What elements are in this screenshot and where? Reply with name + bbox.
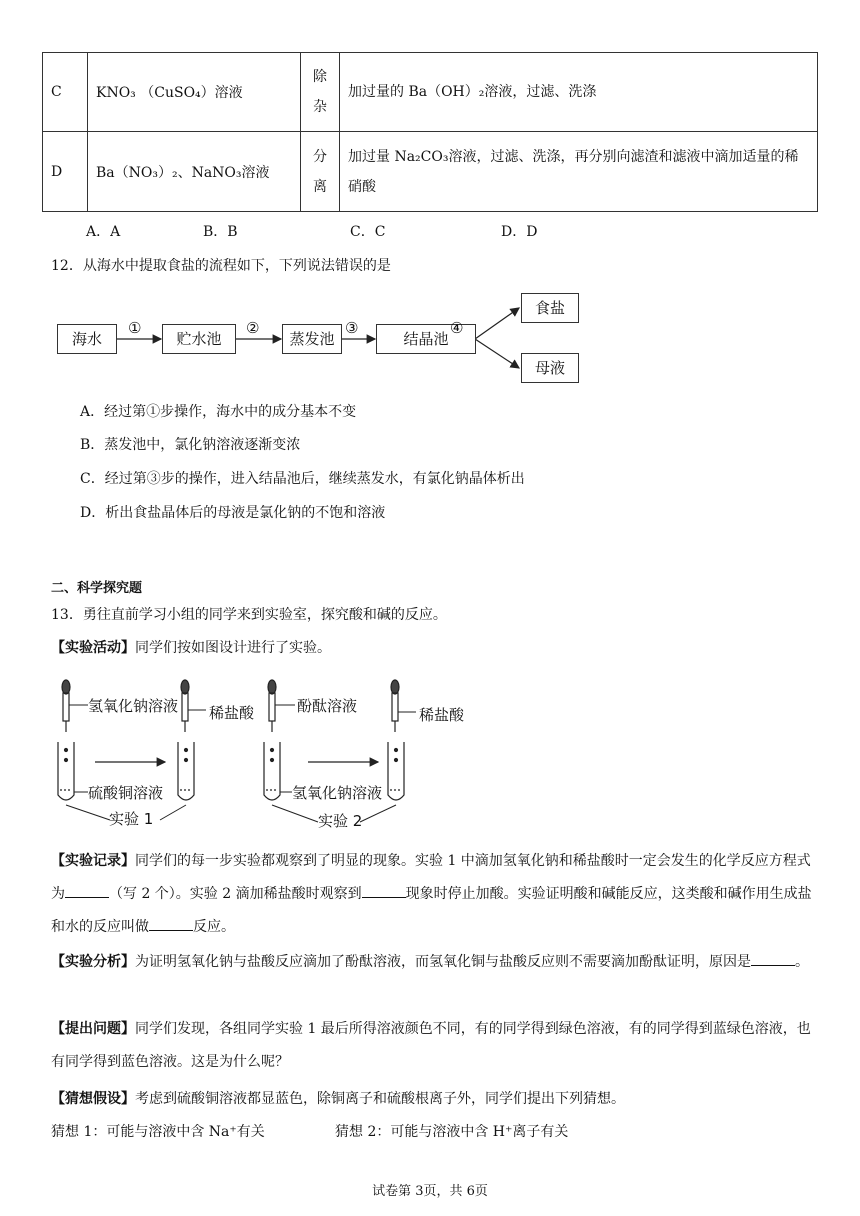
q12-option-c[interactable]: C．经过第③步的操作，进入结晶池后，继续蒸发水，有氯化钠晶体析出 bbox=[80, 471, 525, 487]
flow-box-crystallization: 结晶池 bbox=[376, 324, 476, 354]
answer-blank-4[interactable] bbox=[751, 951, 795, 966]
section-heading: 二、科学探究题 bbox=[51, 581, 143, 596]
dropper-icon bbox=[391, 680, 399, 732]
choice-d[interactable]: D．D bbox=[501, 224, 538, 240]
choice-a[interactable]: A．A bbox=[86, 224, 121, 240]
q13-activity: 【实验活动】同学们按如图设计进行了实验。 bbox=[51, 640, 331, 656]
arrow-4b bbox=[475, 339, 519, 368]
label-naoh-solution-2: 氢氧化钠溶液 bbox=[292, 784, 383, 802]
row-purpose: 分 离 bbox=[301, 132, 340, 212]
table-row bbox=[43, 53, 818, 132]
label-dilute-hcl: 稀盐酸 bbox=[209, 704, 255, 722]
test-tube-icon bbox=[178, 742, 194, 800]
dropper-icon bbox=[62, 680, 70, 732]
q12-option-d[interactable]: D．析出食盐晶体后的母液是氯化钠的不饱和溶液 bbox=[80, 505, 386, 521]
q12-option-a[interactable]: A．经过第①步操作，海水中的成分基本不变 bbox=[80, 404, 357, 420]
flow-box-evaporation: 蒸发池 bbox=[282, 324, 342, 354]
choice-b[interactable]: B．B bbox=[203, 224, 238, 240]
choice-c[interactable]: C．C bbox=[350, 224, 386, 240]
flow-box-mother-liquor: 母液 bbox=[521, 353, 579, 383]
table-row bbox=[43, 132, 818, 212]
test-tube-icon bbox=[58, 742, 74, 800]
step-3-label: ③ bbox=[345, 319, 359, 337]
step-2-label: ② bbox=[246, 319, 260, 337]
answer-blank-3[interactable] bbox=[149, 916, 193, 931]
label-exp1: 实验 1 bbox=[109, 810, 154, 828]
label-exp2: 实验 2 bbox=[318, 812, 363, 830]
flow-box-salt: 食盐 bbox=[521, 293, 579, 323]
label-cuso4-solution: 硫酸铜溶液 bbox=[88, 784, 164, 802]
dropper-icon bbox=[181, 680, 189, 732]
flow-box-seawater: 海水 bbox=[57, 324, 117, 354]
row-substance: KNO₃ （CuSO₄）溶液 bbox=[88, 53, 301, 132]
row-label: D bbox=[43, 132, 88, 212]
q13-question: 【提出问题】同学们发现，各组同学实验 1 最后所得溶液颜色不同，有的同学得到绿色溶液，有的同学得到蓝绿色溶液，也有同学得到蓝色溶液。这是为什么呢？ bbox=[51, 1021, 811, 1070]
flow-box-reservoir: 贮水池 bbox=[162, 324, 236, 354]
test-tube-icon bbox=[388, 742, 404, 800]
row-purpose: 除 杂 bbox=[301, 53, 340, 132]
label-dilute-hcl-2: 稀盐酸 bbox=[419, 706, 465, 724]
q13-record: 【实验记录】同学们的每一步实验都观察到了明显的现象。实验 1 中滴加氢氧化钠和稀盐酸时一定会发生的化学反应方程式为 （写 2 个）。实验 2 滴加稀盐酸时观察到 现象时停止加酸。实验证明酸和碱能反应，这类酸和碱作用生成盐和水的反应叫做 反应。 bbox=[51, 853, 812, 935]
answer-blank-1[interactable] bbox=[65, 883, 109, 898]
row-method: 加过量的 Ba（OH）₂溶液，过滤、洗涤 bbox=[340, 53, 818, 132]
label-phenolphthalein: 酚酞溶液 bbox=[297, 697, 358, 715]
q13-analysis: 【实验分析】为证明氢氧化钠与盐酸反应滴加了酚酞溶液，而氢氧化铜与盐酸反应则不需要滴加酚酞证明，原因是 。 bbox=[51, 946, 813, 979]
step-4-label: ④ bbox=[450, 319, 464, 337]
row-substance: Ba（NO₃）₂、NaNO₃溶液 bbox=[88, 132, 301, 212]
q12-option-b[interactable]: B．蒸发池中，氯化钠溶液逐渐变浓 bbox=[80, 437, 301, 453]
answer-blank-2[interactable] bbox=[362, 883, 406, 898]
q13-stem: 13．勇往直前学习小组的同学来到实验室，探究酸和碱的反应。 bbox=[51, 607, 447, 623]
guess-2: 猜想 2：可能与溶液中含 H⁺离子有关 bbox=[335, 1124, 569, 1140]
q12-stem: 12．从海水中提取食盐的流程如下，下列说法错误的是 bbox=[51, 258, 391, 274]
q13-hypothesis: 【猜想假设】考虑到硫酸铜溶液都显蓝色，除铜离子和硫酸根离子外，同学们提出下列猜想。 bbox=[51, 1091, 625, 1107]
guess-1: 猜想 1：可能与溶液中含 Na⁺有关 bbox=[51, 1124, 265, 1140]
row-method: 加过量 Na₂CO₃溶液，过滤、洗涤，再分别向滤渣和滤液中滴加适量的稀硝酸 bbox=[340, 132, 818, 212]
page-footer: 试卷第 3页，共 6页 bbox=[372, 1184, 488, 1199]
step-1-label: ① bbox=[128, 319, 142, 337]
test-tube-icon bbox=[264, 742, 280, 800]
dropper-icon bbox=[268, 680, 276, 732]
row-label: C bbox=[43, 53, 88, 132]
label-naoh-solution: 氢氧化钠溶液 bbox=[88, 697, 179, 715]
options-table bbox=[42, 52, 818, 212]
arrow-4a bbox=[475, 308, 519, 339]
